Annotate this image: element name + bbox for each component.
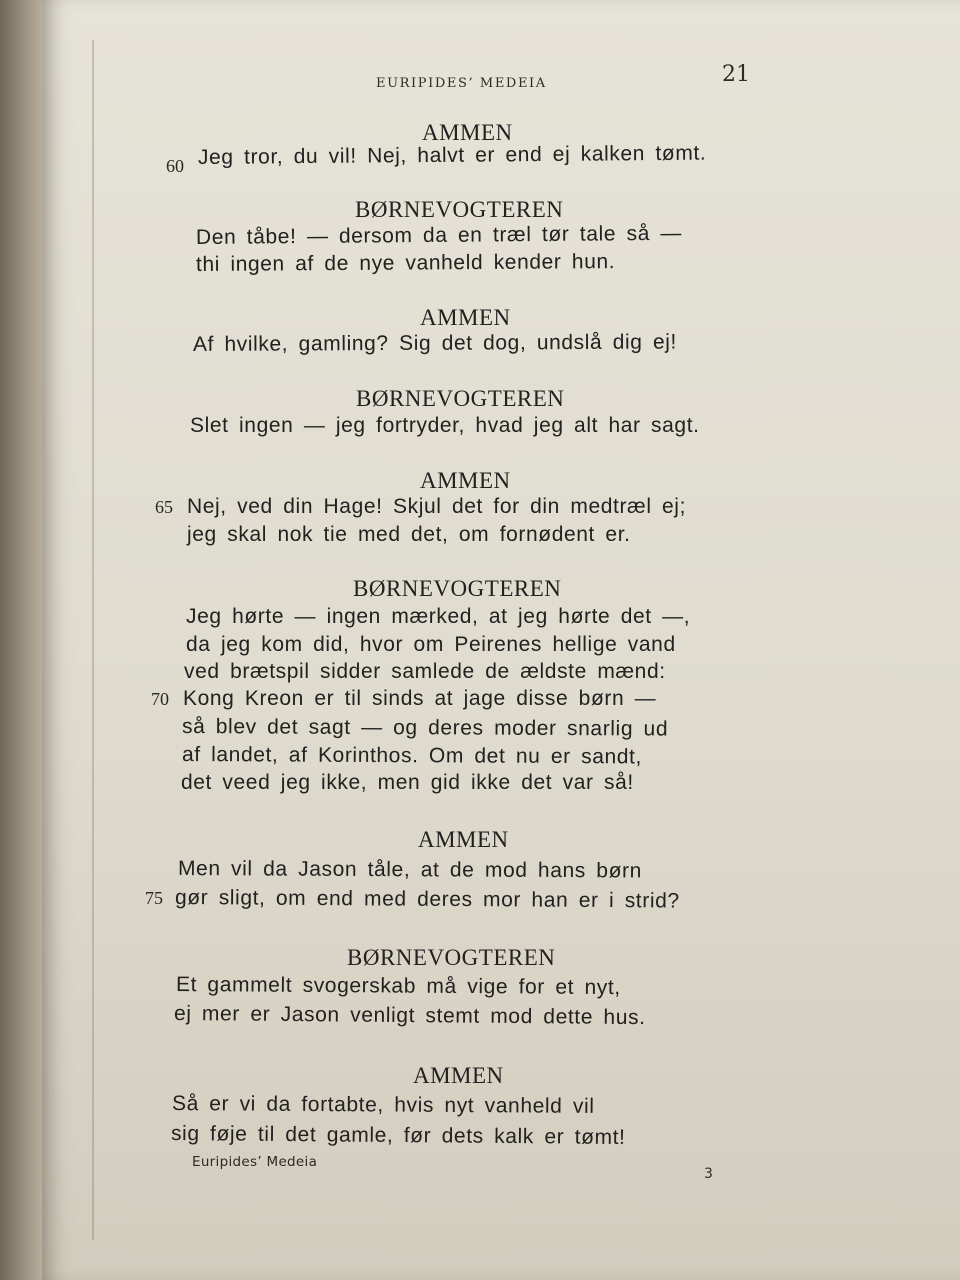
speaker-heading: AMMEN: [422, 120, 513, 145]
verse-line: Et gammelt svogerskab må vige for et nyt,: [175, 973, 621, 1000]
page-number: 21: [722, 62, 750, 87]
verse-line: ved brætspil sidder samlede de ældste mænd:: [184, 660, 666, 683]
speaker-heading: AMMEN: [420, 468, 511, 493]
verse-line: sig føje til det gamle, før dets kalk er tømt!: [170, 1122, 626, 1149]
speaker-heading: AMMEN: [420, 305, 511, 330]
speaker-heading: BØRNEVOGTEREN: [356, 386, 565, 411]
speaker-heading: BØRNEVOGTEREN: [355, 197, 564, 222]
verse-line: Nej, ved din Hage! Skjul det for din medtræl ej;: [187, 495, 687, 518]
line-number: 75: [145, 888, 163, 908]
speaker-heading: AMMEN: [418, 827, 509, 852]
verse-line: så blev det sagt — og deres moder snarlig ud: [181, 715, 669, 741]
verse-line: Slet ingen — jeg fortryder, hvad jeg alt har sagt.: [190, 414, 700, 437]
verse-line: da jeg kom did, hvor om Peirenes hellige vand: [186, 633, 676, 656]
verse-line: gør sligt, om end med deres mor han er i strid?: [174, 886, 680, 913]
line-number: 70: [151, 689, 169, 709]
line-number: 60: [166, 156, 184, 176]
speaker-heading: BØRNEVOGTEREN: [353, 576, 562, 601]
gutter-crease: [92, 40, 94, 1240]
verse-line: Så er vi da fortabte, hvis nyt vanheld vil: [171, 1092, 595, 1118]
signature-mark: 3: [704, 1166, 713, 1182]
verse-line: Den tåbe! — dersom da en træl tør tale så —: [195, 221, 683, 249]
verse-line: thi ingen af de nye vanheld kender hun.: [195, 250, 616, 276]
line-number: 65: [155, 497, 173, 517]
verse-line: Jeg tror, du vil! Nej, halvt er end ej kalken tømt.: [197, 141, 707, 169]
verse-line: ej mer er Jason venligt stemt mod dette hus.: [173, 1002, 646, 1030]
speaker-heading: BØRNEVOGTEREN: [347, 945, 556, 970]
running-title: EURIPIDES’ MEDEIA: [376, 76, 547, 91]
verse-line: Jeg hørte — ingen mærked, at jeg hørte det —,: [186, 605, 691, 628]
verse-line: Kong Kreon er til sinds at jage disse børn —: [183, 687, 657, 710]
verse-line: det veed jeg ikke, men gid ikke det var så!: [181, 771, 634, 794]
signature-title: Euripides’ Medeia: [192, 1154, 318, 1170]
verse-line: Af hvilke, gamling? Sig det dog, undslå dig ej!: [192, 330, 678, 356]
verse-line: af landet, af Korinthos. Om det nu er sandt,: [181, 743, 643, 769]
verse-line: jeg skal nok tie med det, om fornødent er.: [187, 523, 631, 546]
speaker-heading: AMMEN: [413, 1063, 504, 1088]
verse-line: Men vil da Jason tåle, at de mod hans børn: [177, 857, 642, 883]
